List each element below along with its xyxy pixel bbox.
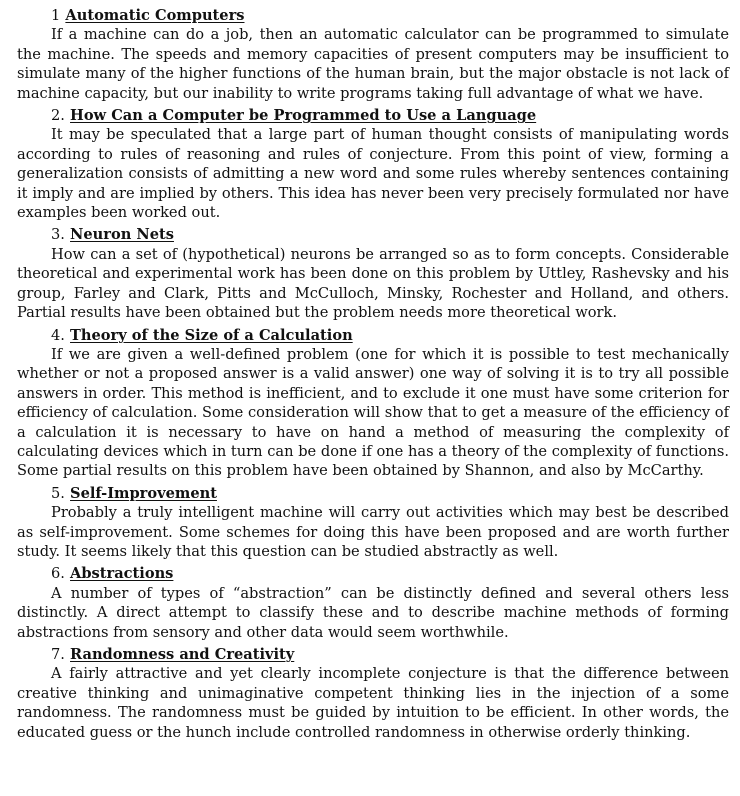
section-heading <box>51 225 729 244</box>
section-body: If we are given a well-defined problem (one for which it is possible to test mechanically whether or not a proposed answer is a valid answer) one way of solving it is to try all possible answers in order. This method is inefficient, and to exclude it one must have some criterion for efficiency of calculation. Some consideration will show that to get a measure of the efficiency of a calculation it is necessary to have on hand a method of measuring the complexity of calculating devices which in turn can be done if one has a theory of the complexity of functions. Some partial results on this problem have been obtained by Shannon, and also by McCarthy. <box>17 345 729 480</box>
section-title: Theory of the Size of a Calculation <box>70 326 353 344</box>
section-abstractions <box>17 564 729 642</box>
section-title: Randomness and Creativity <box>70 646 295 663</box>
section-randomness-creativity <box>17 645 729 742</box>
section-neuron-nets <box>17 225 729 322</box>
section-title: Abstractions <box>70 565 174 583</box>
section-number: 3. <box>51 226 65 244</box>
section-number: 4. <box>51 326 65 344</box>
section-heading <box>51 106 729 125</box>
section-title: How Can a Computer be Programmed to Use a Language <box>70 107 537 125</box>
section-programmed-language <box>17 106 729 222</box>
section-body: A fairly attractive and yet clearly incomplete conjecture is that the difference between creative thinking and unimaginative competent thinking lies in the injection of a some randomness. The randomness must be guided by intuition to be efficient. In other words, the educated guess or the hunch include controlled randomness in otherwise orderly thinking. <box>17 665 729 741</box>
section-number: 5. <box>51 484 65 502</box>
section-heading <box>51 6 729 25</box>
section-automatic-computers <box>17 6 729 103</box>
section-size-of-calculation <box>17 326 729 481</box>
section-number: 2. <box>51 107 65 125</box>
section-body: How can a set of (hypothetical) neurons be arranged so as to form concepts. Considerable theoretical and experimental work has been done on this problem by Uttley, Rashevsky and his group, Farley and Clark, Pitts and McCulloch, Minsky, Rochester and Holland, and others. Partial results have been obtained but the problem needs more theoretical work. <box>17 245 729 322</box>
section-number: 6. <box>51 565 65 583</box>
section-number: 1 <box>51 7 61 24</box>
section-number: 7. <box>51 646 65 663</box>
section-heading <box>51 645 729 664</box>
section-heading <box>51 484 729 503</box>
section-body: If a machine can do a job, then an automatic calculator can be programmed to simulate the machine. The speeds and memory capacities of present computers may be insufficient to simulate many of the higher functions of the human brain, but the major obstacle is not lack of machine capacity, but our inability to write programs taking full advantage of what we have. <box>17 26 729 102</box>
section-body: A number of types of “abstraction” can be distinctly defined and several others less distinctly. A direct attempt to classify these and to describe machine methods of forming abstractions from sensory and other data would seem worthwhile. <box>17 584 729 641</box>
section-heading <box>51 326 729 345</box>
section-self-improvement <box>17 484 729 562</box>
section-title: Automatic Computers <box>65 7 245 24</box>
section-heading <box>51 564 729 583</box>
section-title: Self-Improvement <box>70 484 217 502</box>
document-page <box>17 6 729 745</box>
section-body: Probably a truly intelligent machine will carry out activities which may best be described as self-improvement. Some schemes for doing this have been proposed and are worth further study. It seems likely that this question can be studied abstractly as well. <box>17 504 729 560</box>
section-title: Neuron Nets <box>70 226 174 244</box>
section-body: It may be speculated that a large part of human thought consists of manipulating words according to rules of reasoning and rules of conjecture. From this point of view, forming a generalization consists of admitting a new word and some rules whereby sentences containing it imply and are implied by others. This idea has never been very precisely formulated nor have examples been worked out. <box>17 126 729 222</box>
